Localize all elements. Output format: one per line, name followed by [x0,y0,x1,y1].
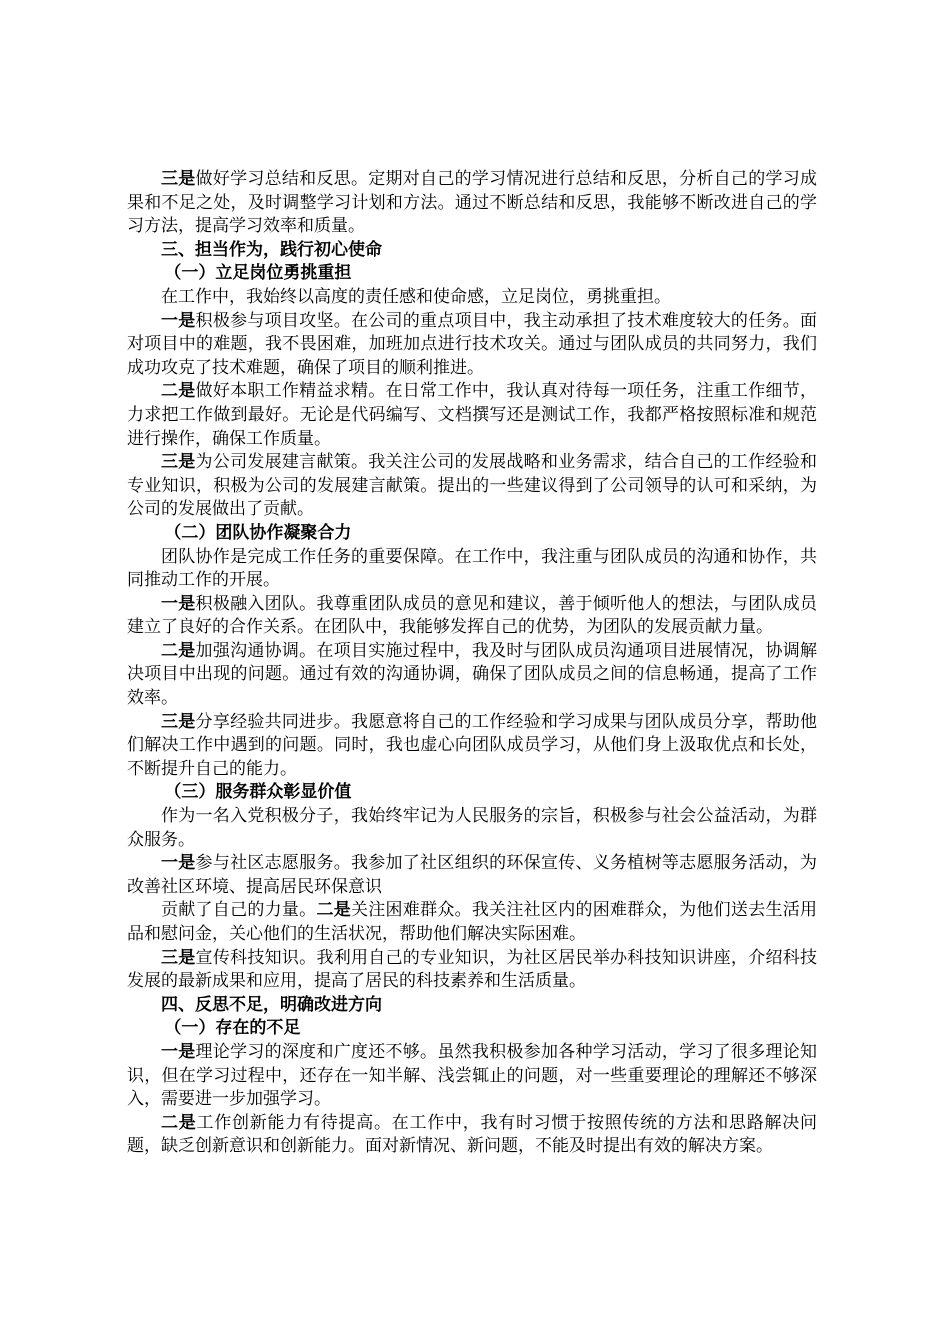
paragraph [127,310,817,381]
paragraph-text: 贡献了自己的力量。 [161,900,317,921]
paragraph-lead: 一是 [161,1041,196,1062]
paragraph-text: 参与社区志愿服务。我参加了社区组织的环保宣传、义务植树等志愿服务活动，为改善社区环境、提高居民环保意识 [127,853,818,897]
paragraph [127,286,817,310]
paragraph-lead: 一是 [161,853,196,874]
paragraph-text: 理论学习的深度和广度还不够。虽然我积极参加各种学习活动，学习了很多理论知识，但在学习过程中，还存在一知半解、浅尝辄止的问题，对一些重要理论的理解还不够深入，需要进一步加强学习。 [127,1041,818,1110]
paragraph [127,168,817,239]
section-heading: 四、反思不足，明确改进方向 [161,994,382,1015]
paragraph-text: 做好学习总结和反思。定期对自己的学习情况进行总结和反思，分析自己的学习成果和不足之处，及时调整学习计划和方法。通过不断总结和反思，我能够不断改进自己的学习方法，提高学习效率和质量。 [127,169,818,237]
paragraph [127,852,817,899]
paragraph-lead: 一是 [161,593,196,614]
paragraph-lead: 二是 [161,381,196,402]
paragraph-lead: 一是 [161,310,196,331]
paragraph-text: 做好本职工作精益求精。在日常工作中，我认真对待每一项任务，注重工作细节，力求把工作做到最好。无论是代码编写、文档撰写还是测试工作，我都严格按照标准和规范进行操作，确保工作质量。 [127,381,818,449]
paragraph-text: 积极融入团队。我尊重团队成员的意见和建议，善于倾听他人的想法，与团队成员建立了良好的合作关系。在团队中，我能够发挥自己的优势，为团队的发展贡献力量。 [127,593,818,638]
paragraph [127,451,817,522]
paragraph [127,899,817,946]
paragraph-text: 工作创新能力有待提高。在工作中，我有时习惯于按照传统的方法和思路解决问题，缺乏创新意识和创新能力。面对新情况、新问题，不能及时提出有效的解决方案。 [127,1112,817,1157]
section-heading: 三、担当作为，践行初心使命 [161,239,382,260]
paragraph-text: 为公司发展建言献策。我关注公司的发展战略和业务需求，结合自己的工作经验和专业知识，积极为公司的发展建言献策。提出的一些建议得到了公司领导的认可和采纳，为公司的发展做出了贡献。 [127,452,818,520]
paragraph-text: 加强沟通协调。在项目实施过程中，我及时与团队成员沟通项目进展情况，协调解决项目中出现的问题。通过有效的沟通协调，确保了团队成员之间的信息畅通，提高了工作效率。 [127,640,818,709]
paragraph-lead: 三是 [161,711,196,732]
paragraph-lead: 二是 [161,1112,197,1133]
paragraph [127,593,817,640]
paragraph [127,805,817,852]
paragraph-text: 分享经验共同进步。我愿意将自己的工作经验和学习成果与团队成员分享，帮助他们解决工作中遇到的问题。同时，我也虚心向团队成员学习，从他们身上汲取优点和长处，不断提升自己的能力。 [127,711,818,779]
paragraph-text: 团队协作是完成工作任务的重要保障。在工作中，我注重与团队成员的沟通和协作，共同推动工作的开展。 [127,546,817,591]
paragraph-lead: 三是 [161,169,196,189]
paragraph-lead: 二是 [316,900,351,921]
subsection-heading: （一）立足岗位勇挑重担 [164,263,352,284]
document-page [127,168,817,1159]
paragraph-lead: 三是 [161,947,196,968]
subsection-heading: （三）服务群众彰显价值 [164,782,352,803]
paragraph-text: 积极参与项目攻坚。在公司的重点项目中，我主动承担了技术难度较大的任务。面对项目中的难题，我不畏困难，加班加点进行技术攻关。通过与团队成员的共同努力，我们成功攻克了技术难题，确保了项目的顺利推进。 [127,310,818,378]
paragraph-text: 作为一名入党积极分子，我始终牢记为人民服务的宗旨，积极参与社会公益活动，为群众服务。 [127,806,817,850]
paragraph [127,1041,817,1112]
paragraph [127,947,817,994]
subsection-heading: （一）存在的不足 [164,1018,301,1039]
paragraph [127,380,817,451]
paragraph [127,640,817,711]
paragraph-lead: 二是 [161,640,196,661]
paragraph-lead: 三是 [161,452,196,473]
subsection-heading: （二）团队协作凝聚合力 [164,522,352,543]
paragraph [127,546,817,593]
paragraph-text: 关注困难群众。我关注社区内的困难群众，为他们送去生活用品和慰问金，关心他们的生活状况，帮助他们解决实际困难。 [127,900,818,944]
paragraph-text: 在工作中，我始终以高度的责任感和使命感，立足岗位，勇挑重担。 [161,286,671,307]
paragraph-text: 宣传科技知识。我利用自己的专业知识，为社区居民举办科技知识讲座，介绍科技发展的最新成果和应用，提高了居民的科技素养和生活质量。 [127,947,818,992]
paragraph [127,711,817,782]
paragraph [127,1112,817,1159]
